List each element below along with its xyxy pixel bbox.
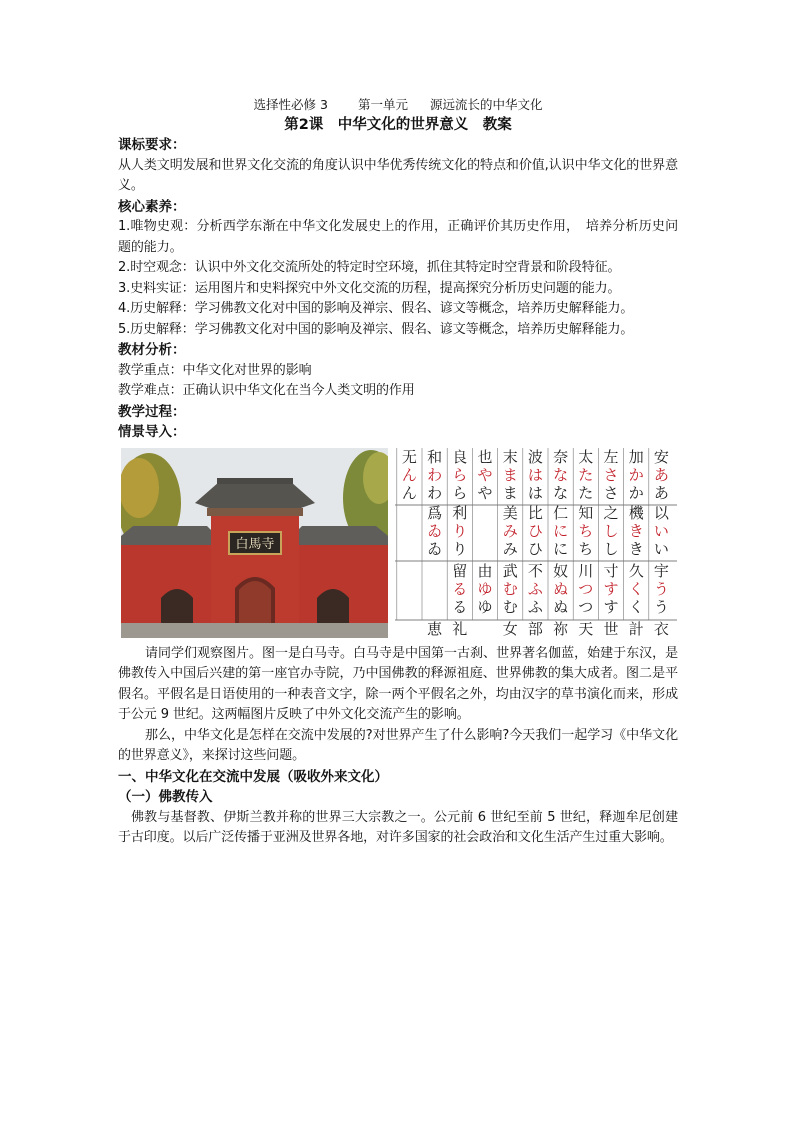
- kana-char: 比: [527, 503, 543, 522]
- kana-char: 知: [578, 503, 594, 522]
- kana-char: ち: [578, 521, 594, 540]
- part1-heading: 一、中华文化在交流中发展（吸收外来文化）: [118, 768, 388, 785]
- kana-char: 仁: [553, 503, 569, 522]
- curriculum-heading: 课标要求：: [118, 137, 186, 153]
- kana-char: い: [653, 521, 669, 540]
- kana-char: 衣: [653, 619, 669, 638]
- kana-char: ゐ: [427, 539, 443, 558]
- kana-char: は: [527, 465, 543, 484]
- kana-char: る: [452, 579, 468, 598]
- kana-char: 武: [502, 561, 518, 580]
- kana-char: り: [452, 521, 468, 540]
- curriculum-text: 从人类文明发展和世界文化交流的角度认识中华优秀传统文化的特点和价值,认识中华文化的世界意义。: [118, 157, 678, 193]
- kana-char: き: [628, 539, 644, 558]
- kana-char: 留: [452, 561, 468, 580]
- kana-char: な: [553, 465, 569, 484]
- kana-char: 機: [628, 503, 644, 522]
- literacy-item: 3.史料实证：运用图片和史料探究中外文化交流的历程，提高探究分析历史问题的能力。: [118, 280, 621, 296]
- kana-char: わ: [427, 483, 443, 502]
- kana-char: ち: [578, 539, 594, 558]
- kana-char: 利: [452, 503, 468, 522]
- literacy-item: 5.历史解释：学习佛教文化对中国的影响及禅宗、假名、谚文等概念，培养历史解释能力。: [118, 321, 634, 337]
- hiragana-chart-image: [395, 448, 677, 638]
- kana-char: 左: [603, 447, 619, 466]
- kana-char: い: [653, 539, 669, 558]
- kana-char: 爲: [427, 503, 443, 522]
- kana-char: む: [502, 597, 518, 616]
- kana-char: 久: [628, 561, 644, 580]
- kana-char: 世: [603, 619, 619, 638]
- course-header: [118, 96, 678, 114]
- kana-char: や: [477, 483, 493, 502]
- kana-char: 无: [401, 447, 417, 466]
- kana-char: 加: [628, 447, 644, 466]
- process-heading: 教学过程：: [118, 403, 186, 420]
- key-point: 教学重点：中华文化对世界的影响: [118, 362, 312, 378]
- kana-char: か: [628, 465, 644, 484]
- kana-char: に: [553, 521, 569, 540]
- lesson-title: 第2课 中华文化的世界意义 教案: [284, 117, 512, 133]
- kana-char: 祢: [553, 619, 569, 638]
- kana-char: 由: [477, 561, 493, 580]
- analysis-heading: 教材分析：: [118, 342, 186, 358]
- kana-char: は: [527, 483, 543, 502]
- kana-char: 天: [578, 619, 594, 638]
- kana-char: 安: [653, 447, 669, 466]
- kana-char: 也: [477, 447, 493, 466]
- unit-label: 第一单元: [357, 97, 408, 112]
- subsection1-heading: （一）佛教传入: [118, 789, 213, 805]
- intro-heading: 情景导入：: [118, 424, 186, 440]
- kana-char: 和: [427, 447, 443, 466]
- kana-char: あ: [653, 483, 669, 502]
- kana-char: 計: [628, 619, 644, 638]
- kana-char: す: [603, 579, 619, 598]
- kana-char: う: [653, 597, 669, 616]
- kana-char: 女: [502, 619, 518, 638]
- kana-char: み: [502, 521, 518, 540]
- kana-char: あ: [653, 465, 669, 484]
- kana-char: ま: [502, 483, 518, 502]
- kana-char: ゆ: [477, 579, 493, 598]
- kana-char: さ: [603, 465, 619, 484]
- kana-char: る: [452, 597, 468, 616]
- kana-char: た: [578, 483, 594, 502]
- intro-paragraph-1: 请同学们观察图片。图一是白马寺。白马寺是中国第一古刹、世界著名伽蓝，始建于东汉，是佛教传入中国后兴建的第一座官办寺院，乃中国佛教的释源祖庭、世界佛教的集大成者。图二是平假名。平假名是日语使用的一种表音文字，除一两个平假名之外，均由汉字的草书演化而来，形成于公元 9 世纪。这两幅图片反映了中外文化交流产生的影响。: [118, 645, 678, 722]
- kana-char: 恵: [427, 619, 443, 638]
- kana-char: く: [628, 579, 644, 598]
- document-page: [118, 96, 678, 849]
- kana-char: ら: [452, 465, 468, 484]
- kana-char: つ: [578, 579, 594, 598]
- literacy-heading: 核心素养：: [118, 198, 186, 215]
- kana-char: わ: [427, 465, 443, 484]
- white-horse-temple-image: [121, 448, 388, 638]
- kana-char: ん: [401, 483, 417, 502]
- kana-char: り: [452, 539, 468, 558]
- kana-char: 末: [502, 447, 518, 466]
- kana-char: 太: [578, 447, 594, 466]
- unit-title: 源远流长的中华文化: [429, 97, 543, 112]
- kana-char: に: [553, 539, 569, 558]
- kana-char: ん: [401, 465, 417, 484]
- kana-char: ゆ: [477, 597, 493, 616]
- kana-char: ら: [452, 483, 468, 502]
- kana-char: か: [628, 483, 644, 502]
- kana-char: な: [553, 483, 569, 502]
- kana-char: や: [477, 465, 493, 484]
- kana-char: し: [603, 539, 619, 558]
- temple-plaque-text: 白馬寺: [235, 536, 275, 552]
- kana-char: ぬ: [553, 579, 569, 598]
- kana-char: ひ: [527, 521, 543, 540]
- kana-char: す: [603, 597, 619, 616]
- kana-char: 波: [527, 447, 543, 466]
- kana-char: ま: [502, 465, 518, 484]
- kana-char: 良: [452, 447, 468, 466]
- kana-char: う: [653, 579, 669, 598]
- figures-row: [118, 448, 678, 640]
- kana-char: み: [502, 539, 518, 558]
- kana-char: さ: [603, 483, 619, 502]
- kana-char: た: [578, 465, 594, 484]
- kana-char: ふ: [527, 597, 543, 616]
- literacy-item: 4.历史解释：学习佛教文化对中国的影响及禅宗、假名、谚文等概念，培养历史解释能力。: [118, 301, 634, 316]
- kana-char: む: [502, 579, 518, 598]
- difficult-point: 教学难点：正确认识中华文化在当今人类文明的作用: [118, 383, 415, 398]
- kana-char: つ: [578, 597, 594, 616]
- subsection1-text: 佛教与基督教、伊斯兰教并称的世界三大宗教之一。公元前 6 世纪至前 5 世纪，释迦牟尼创建于古印度。以后广泛传播于亚洲及世界各地，对许多国家的社会政治和文化生活产生过重大影响。: [118, 809, 678, 845]
- kana-char: ゐ: [427, 521, 443, 540]
- intro-paragraph-2: 那么，中华文化是怎样在交流中发展的?对世界产生了什么影响?今天我们一起学习《中华文化的世界意义》，来探讨这些问题。: [118, 727, 678, 763]
- kana-char: 不: [527, 561, 543, 580]
- kana-char: 美: [502, 503, 518, 522]
- kana-char: 奴: [553, 561, 569, 580]
- kana-char: 奈: [553, 447, 569, 466]
- kana-char: 寸: [603, 561, 619, 580]
- kana-char: し: [603, 521, 619, 540]
- literacy-item: 1.唯物史观：分析西学东渐在中华文化发展史上的作用，正确评价其历史作用， 培养分析历史问题的能力。: [118, 219, 678, 255]
- kana-char: く: [628, 597, 644, 616]
- kana-char: 宇: [653, 561, 669, 580]
- kana-char: 部: [527, 619, 543, 638]
- kana-char: 之: [603, 503, 619, 522]
- kana-char: 礼: [452, 619, 468, 638]
- kana-char: ぬ: [553, 597, 569, 616]
- literacy-item: 2.时空观念：认识中外文化交流所处的特定时空环境，抓住其特定时空背景和阶段特征。: [118, 260, 621, 275]
- kana-char: ひ: [527, 539, 543, 558]
- kana-char: き: [628, 521, 644, 540]
- course-label: 选择性必修 3: [253, 97, 328, 112]
- kana-char: ふ: [527, 579, 543, 598]
- kana-char: 以: [653, 503, 669, 522]
- kana-char: 川: [578, 561, 594, 580]
